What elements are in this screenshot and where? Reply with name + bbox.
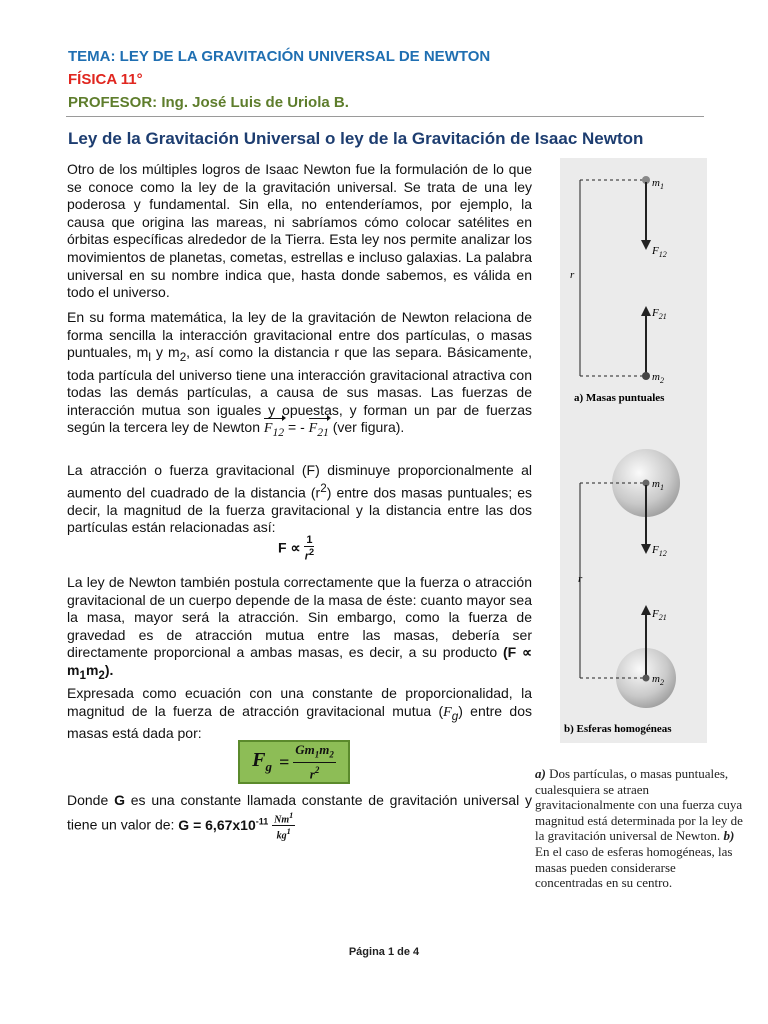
paragraph-inverse-square: La atracción o fuerza gravitacional (F) disminuye proporcionalmente al aumento del cuadrado de la distancia $(r^2)$ entre dos masas puntuales; es decir, la magnitud de la fuerza gravitacional y la distancia entre las dos partículas están relacionadas así: xyxy=(67,462,532,536)
arrowhead-f12-b xyxy=(641,544,651,554)
mass-m2-point xyxy=(642,372,650,380)
page-footer: Página 1 de 4 xyxy=(348,946,420,958)
label-m1-b: $m_1$ xyxy=(652,478,664,492)
figure-label-b: b) Esferas homogéneas xyxy=(564,723,672,735)
proportion-formula: F ∝ $\frac{1}{r^2}$ xyxy=(278,534,315,563)
sphere-m2-center xyxy=(643,675,650,682)
label-f12-b: $F_{12}$ xyxy=(652,544,667,558)
header-divider xyxy=(66,116,704,117)
paragraph-equation-intro: Expresada como ecuación con una constante de proporcionalidad, la magnitud de la fuerza de atracción gravitacional mutua $(F_g)$ entre dos masas está dada por: xyxy=(67,685,532,741)
label-m2-a: $m_2$ xyxy=(652,371,664,385)
subject-heading: FÍSICA 11° xyxy=(68,71,143,88)
distance-label-a: r xyxy=(570,269,575,281)
label-f21-a: $F_{21}$ xyxy=(652,307,667,321)
proportion-fraction: $\frac{1}{r^2}$ xyxy=(304,534,315,563)
figure-caption: a) Dos partículas, o masas puntuales, cualesquiera se atraen gravitacionalmente con una fuerza cuya magnitud está determinada por la ley de la gravitación universal de Newton. b) En el caso de esferas homogéneas, las masas pueden considerarse concentradas en su centro. xyxy=(535,766,743,891)
label-m1-a: $m_1$ xyxy=(652,177,664,191)
paragraph-mass-dependence: La ley de Newton también postula correctamente que la fuerza o atracción gravitacional de un cuerpo depende de la masa de éste: cuanto mayor sea la masa, mayor será la atracción. Sin embargo, como la fuerza de gravedad es de atracción mutua entre las masas, debería ser directamente proporcional a ambas masas, es decir, a su producto $(F \propto m_1m_2)$. xyxy=(67,574,533,682)
gravitation-formula-box: $F_g$ = $\frac{Gm_1m_2}{r^2}$ xyxy=(238,740,350,784)
figure-label-a: a) Masas puntuales xyxy=(574,392,665,404)
arrowhead-f21-b xyxy=(641,605,651,615)
vector-f12: $F_{12}$ xyxy=(264,420,284,441)
teacher-heading: PROFESOR: Ing. José Luis de Uriola B. xyxy=(68,94,349,111)
section-title: Ley de la Gravitación Universal o ley de la Gravitación de Isaac Newton xyxy=(68,129,644,148)
label-f21-b: $F_{21}$ xyxy=(652,608,667,622)
paragraph-math-form: En su forma matemática, la ley de la gravitación de Newton relaciona de forma sencilla la interacción gravitacional entre dos partículas, o masas puntuales, $m_l$ y $m_2$, así como la distancia r que las separa. Básicamente, toda partícula del universo tiene una interacción gravitacional atractiva con todas las demás partículas, a causa de sus masas. Las fuerzas de interacción mutua son iguales y opuestas, y forman un par de fuerzas según la tercera ley de Newton $F_{12}$ = - $F_{21}$ (ver figura). xyxy=(67,309,532,442)
vector-f21: $F_{21}$ xyxy=(309,420,329,441)
arrowhead-f12-a xyxy=(641,240,651,250)
label-f12-a: $F_{12}$ xyxy=(652,245,667,259)
distance-label-b: r xyxy=(578,573,583,585)
constant-units: $\frac{Nm^1}{kg^1}$ xyxy=(274,811,294,842)
formula-fraction: $\frac{Gm_1m_2}{r^2}$ xyxy=(295,742,334,781)
gravitation-figure xyxy=(560,158,707,743)
label-m2-b: $m_2$ xyxy=(652,673,664,687)
topic-heading: TEMA: LEY DE LA GRAVITACIÓN UNIVERSAL DE NEWTON xyxy=(68,48,491,65)
arrowhead-f21-a xyxy=(641,306,651,316)
figure-panel xyxy=(560,158,707,743)
paragraph-constant: Donde G es una constante llamada constante de gravitación universal y tiene un valor de: $G = 6,67x10^{-11}$ $\frac{Nm^1}{kg^1}$ xyxy=(67,792,532,842)
paragraph-intro: Otro de los múltiples logros de Isaac Newton fue la formulación de lo que se conoce como la ley de la gravitación universal. Se trata de una ley poderosa y fundamental. Sin ella, no entenderíamos, por ejemplo, la causa que origina las mareas, ni sabríamos cómo colocar satélites en órbitas específicas alrededor de la Tierra. Esta ley nos permite analizar los movimientos de planetas, cometas, estrellas e incluso galaxias. La palabra universal en su nombre indica que, hasta donde sabemos, es válida en todo el universo. xyxy=(67,161,532,301)
